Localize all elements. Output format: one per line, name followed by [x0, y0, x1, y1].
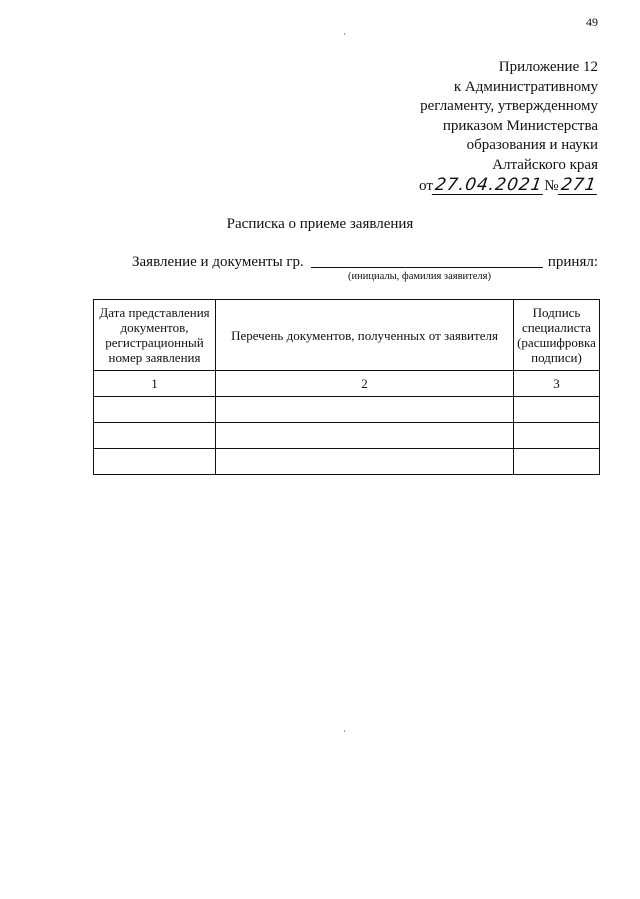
table-cell[interactable]: [514, 397, 600, 423]
table-cell[interactable]: [94, 423, 216, 449]
receipt-table: [93, 299, 600, 475]
applicant-name-blank[interactable]: [311, 266, 543, 268]
applicant-hint: (инициалы, фамилия заявителя): [348, 271, 491, 282]
column-number: 2: [216, 371, 514, 397]
table-cell[interactable]: [216, 449, 514, 475]
table-row: [94, 423, 600, 449]
table-cell[interactable]: [94, 449, 216, 475]
page-number: 49: [586, 15, 598, 29]
appendix-line: приказом Министерства: [442, 117, 598, 134]
order-date-handwritten: 27.04.2021: [433, 175, 544, 195]
header-date: Дата представления документов, регистрационный номер заявления: [94, 300, 216, 371]
table-cell[interactable]: [216, 423, 514, 449]
table-row: [94, 397, 600, 423]
order-prefix: от: [419, 178, 433, 194]
applicant-suffix: принял:: [547, 254, 598, 270]
header-documents: Перечень документов, полученных от заявителя: [216, 300, 514, 371]
table-row: [94, 449, 600, 475]
table-cell[interactable]: [514, 449, 600, 475]
order-reference: [298, 177, 598, 197]
applicant-row: [132, 254, 598, 271]
column-number: 1: [94, 371, 216, 397]
table-cell[interactable]: [216, 397, 514, 423]
applicant-prefix: Заявление и документы гр.: [132, 254, 304, 270]
appendix-line: регламенту, утвержденному: [420, 98, 598, 114]
appendix-line: образования и науки: [466, 137, 598, 153]
order-number-handwritten: 271: [559, 175, 598, 195]
scan-speck: [344, 730, 345, 732]
table-header-row: [94, 300, 600, 371]
order-number-sign: №: [544, 178, 559, 194]
column-number: 3: [514, 371, 600, 397]
column-number-row: [94, 371, 600, 397]
document-title: Расписка о приеме заявления: [226, 216, 414, 232]
table-cell[interactable]: [514, 423, 600, 449]
appendix-line: к Административному: [453, 78, 598, 95]
appendix-line: Приложение 12: [498, 59, 598, 75]
appendix-block: [298, 58, 598, 197]
table-cell[interactable]: [94, 397, 216, 423]
appendix-line: Алтайского края: [492, 156, 598, 173]
scan-speck: [344, 33, 345, 35]
header-signature: Подпись специалиста (расшифровка подписи): [514, 300, 600, 371]
